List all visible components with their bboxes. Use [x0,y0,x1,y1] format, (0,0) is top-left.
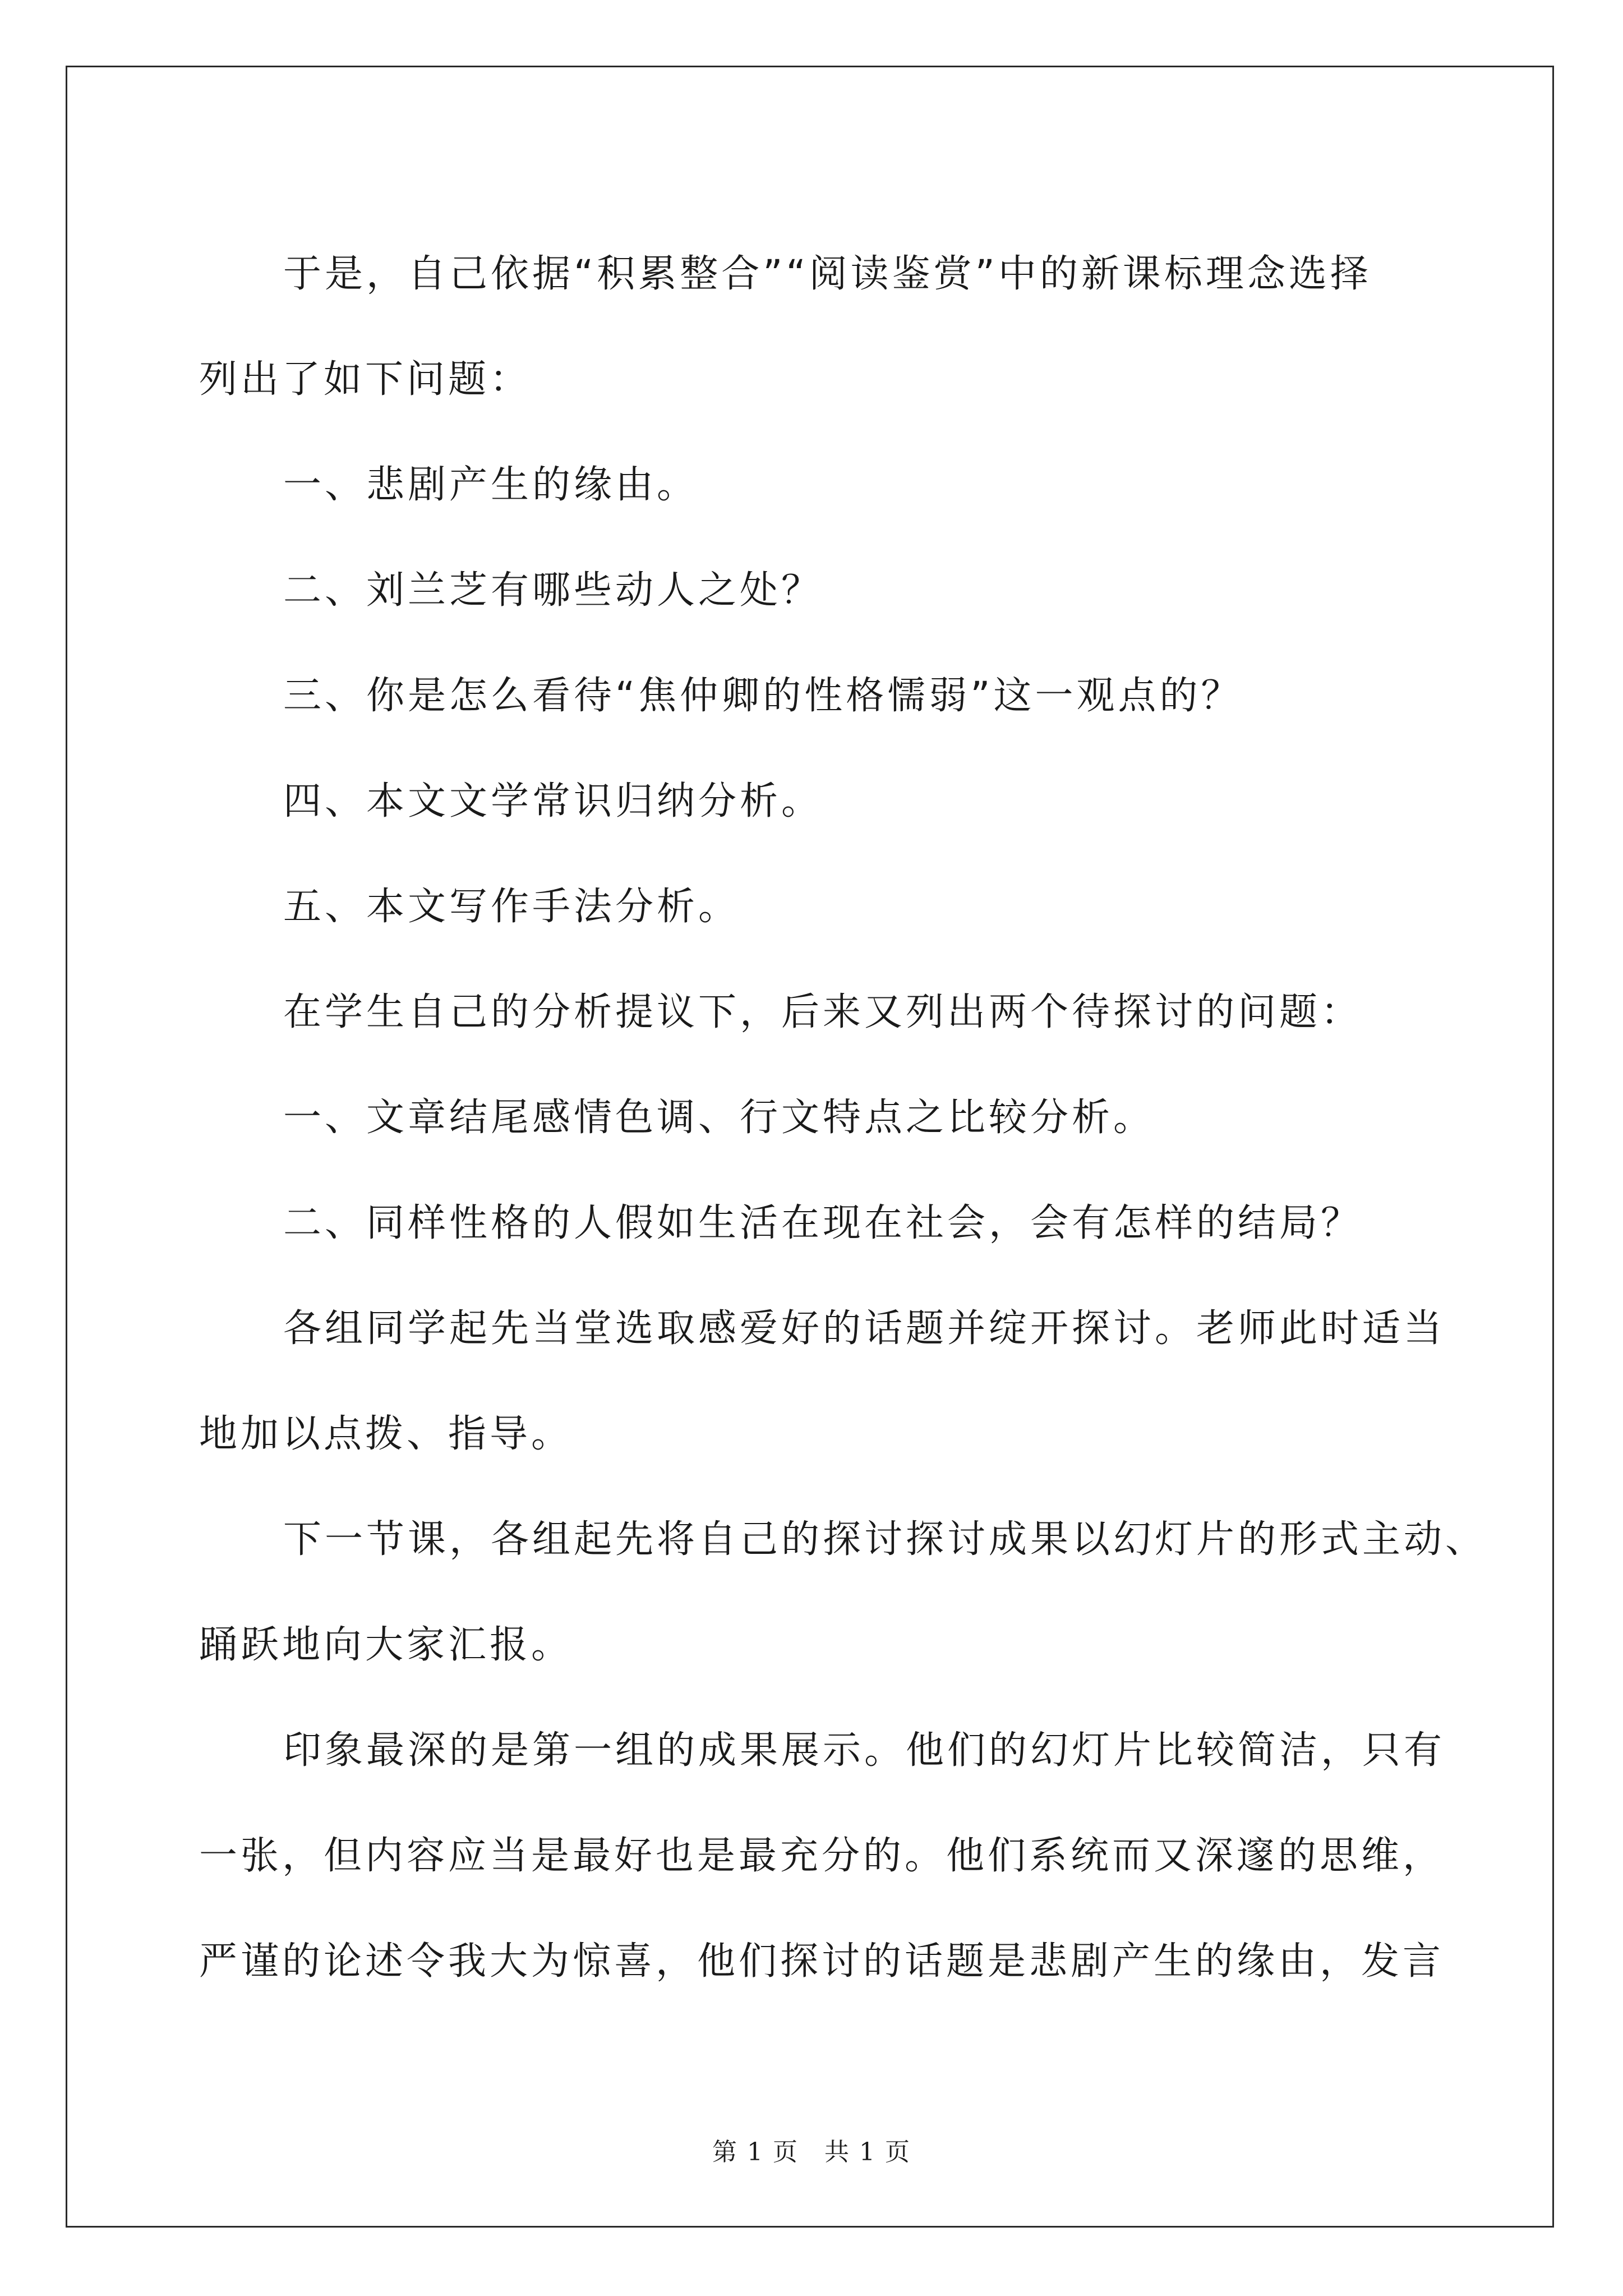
text-line: 一张，但内容应当是最好也是最充分的。他们系统而又深邃的思维， [199,1834,1445,1878]
text-line: 一、悲剧产生的缘由。 [283,463,699,507]
text-line: 各组同学起先当堂选取感爱好的话题并绽开探讨。老师此时适当 [283,1306,1446,1351]
text-line: 五、本文写作手法分析。 [283,885,740,929]
text-line: 严谨的论述令我大为惊喜，他们探讨的话题是悲剧产生的缘由，发言 [199,1939,1445,1984]
text-line: 地加以点拨、指导。 [199,1412,573,1456]
text-line: 三、你是怎么看待“焦仲卿的性格懦弱”这一观点的？ [283,674,1243,718]
text-line: 一、文章结尾感情色调、行文特点之比较分析。 [283,1096,1155,1140]
text-line: 列出了如下问题： [199,357,532,402]
page-footer: 第 1 页 共 1 页 [712,2138,911,2166]
text-line: 在学生自己的分析提议下，后来又列出两个待探讨的问题： [283,990,1363,1034]
text-line: 二、刘兰芝有哪些动人之处？ [283,568,823,613]
text-line: 下一节课，各组起先将自己的探讨探讨成果以幻灯片的形式主动、 [283,1517,1487,1562]
text-line: 踊跃地向大家汇报。 [199,1623,573,1667]
text-line: 于是，自己依据“积累整合”“阅读鉴赏”中的新课标理念选择 [283,252,1372,296]
text-line: 四、本文文学常识归纳分析。 [283,779,823,823]
document-body [199,222,1487,2014]
text-line: 二、同样性格的人假如生活在现在社会，会有怎样的结局？ [283,1201,1363,1245]
text-line: 印象最深的是第一组的成果展示。他们的幻灯片比较简洁，只有 [283,1728,1446,1773]
